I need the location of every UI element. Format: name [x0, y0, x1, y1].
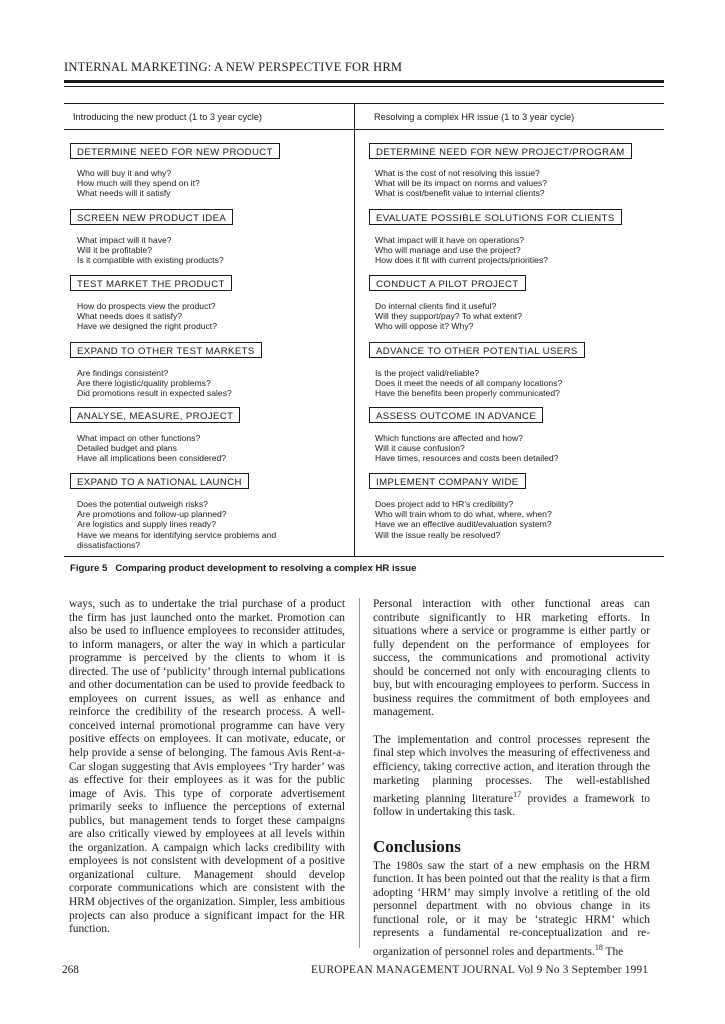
question: What is the cost of not resolving this issue? — [375, 168, 540, 178]
question: What impact will it have? — [77, 235, 172, 245]
text-run: The — [602, 945, 624, 958]
left-stage-title: DETERMINE NEED FOR NEW PRODUCT — [70, 143, 280, 159]
question: What needs does it satisfy? — [77, 311, 183, 322]
question: How much will they spend on it? — [77, 178, 200, 189]
right-stage-questions — [375, 301, 650, 332]
question: Who will buy it and why? — [77, 168, 172, 178]
body-paragraph: ways, such as to undertake the trial purchase of a product the firm has just launched onto the market. Promotion can also be used to influence employees to reconsider attitudes, to inform managers, or alter the way in which a particular programme is perceived by the clients to whom it is directed. The use of ‘publicity’ through internal publications and other documentation can be used to provide feedback to employees on current issues, as well as enhance and reinforce the credibility of the research process. A well-conceived internal promotional programme can have very positive effects on employees. It can motivate, educate, or help provide a sense of belonging. The famous Avis Rent-a-Car slogan suggesting that Avis employees ‘Try harder’ was as effective for their employees as it was for the public image of Avis. This type of corporate advertisement primarily seeks to influence the perceptions of external publics, but management tends to forget these campaigns are also critically viewed by employees at all levels within the organization. A campaign which lacks credibility with employees is not consistent with development of a positive organizational culture. Management should develop corporate communications which are consistent with the HRM objectives of the organization. Simpler, less ambitious projects can also produce a significant impact for the HR function. — [69, 598, 345, 936]
left-column-heading: Introducing the new product (1 to 3 year cycle) — [73, 112, 262, 122]
figure-bottom-rule — [64, 556, 664, 557]
question: How does it fit with current projects/priorities? — [375, 255, 548, 266]
question: Which functions are affected and how? — [375, 433, 523, 443]
right-stage-title: IMPLEMENT COMPANY WIDE — [369, 473, 526, 489]
right-stage-questions — [375, 168, 650, 199]
right-stage-title: ADVANCE TO OTHER POTENTIAL USERS — [369, 342, 585, 358]
question: Have times, resources and costs been detailed? — [375, 453, 559, 464]
question: What needs will it satisfy — [77, 188, 171, 199]
question: Is it compatible with existing products? — [77, 255, 224, 266]
right-stage-title: CONDUCT A PILOT PROJECT — [369, 275, 526, 291]
right-stage-questions — [375, 499, 650, 540]
question: Will the issue really be resolved? — [375, 529, 501, 540]
right-stage-title: EVALUATE POSSIBLE SOLUTIONS FOR CLIENTS — [369, 209, 622, 225]
question: Have we an effective audit/evaluation system? — [375, 519, 552, 530]
question: What will be its impact on norms and values? — [375, 178, 547, 189]
page-number: 268 — [62, 964, 79, 976]
question: Do internal clients find it useful? — [375, 301, 497, 311]
left-stage-questions — [77, 301, 352, 332]
left-stage-title: EXPAND TO OTHER TEST MARKETS — [70, 342, 262, 358]
question: What is cost/benefit value to internal clients? — [375, 188, 545, 199]
column-divider — [359, 598, 360, 948]
running-header: INTERNAL MARKETING: A NEW PERSPECTIVE FOR HRM — [64, 60, 403, 74]
question: Who will manage and use the project? — [375, 245, 521, 256]
question: What impact will it have on operations? — [375, 235, 525, 245]
figure-divider — [354, 104, 355, 556]
left-stage-questions — [77, 499, 352, 550]
left-stage-title: SCREEN NEW PRODUCT IDEA — [70, 209, 233, 225]
text-run: provides a framework to follow in undertaking this task. — [373, 792, 650, 819]
question: Have all implications been considered? — [77, 453, 227, 464]
right-stage-questions — [375, 433, 650, 464]
question: Will it cause confusion? — [375, 443, 465, 454]
figure-caption: Figure 5 Comparing product development to resolving a complex HR issue — [70, 563, 417, 574]
question: Did promotions result in expected sales? — [77, 388, 232, 399]
question: Are promotions and follow-up planned? — [77, 509, 227, 520]
body-paragraph — [373, 734, 650, 820]
left-stage-title: ANALYSE, MEASURE, PROJECT — [70, 407, 240, 423]
question: Who will train whom to do what, where, when? — [375, 509, 552, 520]
question: Have we means for identifying service problems and — [77, 529, 277, 540]
left-stage-questions — [77, 168, 352, 199]
question: Does project add to HR's credibility? — [375, 499, 514, 509]
question: Have the benefits been properly communicated? — [375, 388, 560, 399]
text-run: The 1980s saw the start of a new emphasis on the HRM function. It has been pointed out that the reality is that a firm adopting ‘HRM’ may simply involve a retitling of the old personnel department with no obvious change in its functional role, or it may be ‘strategic HRM’ which represents a fundamental re-conceptualization and re-organization of personnel roles and departments. — [373, 859, 650, 958]
right-stage-title: DETERMINE NEED FOR NEW PROJECT/PROGRAM — [369, 143, 632, 159]
question: Detailed budget and plans — [77, 443, 177, 454]
body-paragraph — [373, 860, 650, 960]
question: Will they support/pay? To what extent? — [375, 311, 522, 322]
left-stage-questions — [77, 235, 352, 266]
body-paragraph: Personal interaction with other functional areas can contribute significantly to HR marketing efforts. In situations where a service or programme is either partly or fully dependent on the performance of employees for success, the communications and promotional activity should be concerned not only with encouraging clients to buy, but with encouraging employees to perform. Success in business requires the commitment of both employees and management. — [373, 598, 650, 719]
figure-top-rule — [64, 103, 664, 104]
question: dissatisfactions? — [77, 539, 141, 550]
question: What impact on other functions? — [77, 433, 201, 443]
question: How do prospects view the product? — [77, 301, 216, 311]
journal-citation: EUROPEAN MANAGEMENT JOURNAL Vol 9 No 3 September 1991 — [311, 964, 649, 976]
question: Are logistics and supply lines ready? — [77, 519, 217, 530]
figure-heading-rule — [64, 129, 664, 130]
right-stage-questions — [375, 235, 650, 266]
left-stage-title: TEST MARKET THE PRODUCT — [70, 275, 232, 291]
left-stage-questions — [77, 433, 352, 464]
reference-18: 18 — [594, 942, 603, 952]
right-text-column — [373, 598, 650, 959]
right-column-heading: Resolving a complex HR issue (1 to 3 year cycle) — [374, 112, 575, 122]
question: Are findings consistent? — [77, 368, 169, 378]
question: Are there logistic/quality problems? — [77, 378, 211, 389]
right-stage-questions — [375, 368, 650, 399]
question: Who will oppose it? Why? — [375, 321, 474, 332]
question: Will it be profitable? — [77, 245, 152, 256]
left-stage-title: EXPAND TO A NATIONAL LAUNCH — [70, 473, 249, 489]
text-run: The implementation and control processes represent the final step which involves the measuring of effectiveness and efficiency, taking corrective action, and iteration through the marketing planning processes. The well-established marketing planning literature — [373, 733, 650, 805]
left-text-column — [69, 598, 345, 937]
question: Is the project valid/reliable? — [375, 368, 480, 378]
section-heading: Conclusions — [373, 837, 461, 856]
question: Have we designed the right product? — [77, 321, 217, 332]
left-stage-questions — [77, 368, 352, 399]
reference-17: 17 — [513, 790, 522, 800]
question: Does it meet the needs of all company locations? — [375, 378, 563, 389]
right-stage-title: ASSESS OUTCOME IN ADVANCE — [369, 407, 543, 423]
question: Does the potential outweigh risks? — [77, 499, 208, 509]
